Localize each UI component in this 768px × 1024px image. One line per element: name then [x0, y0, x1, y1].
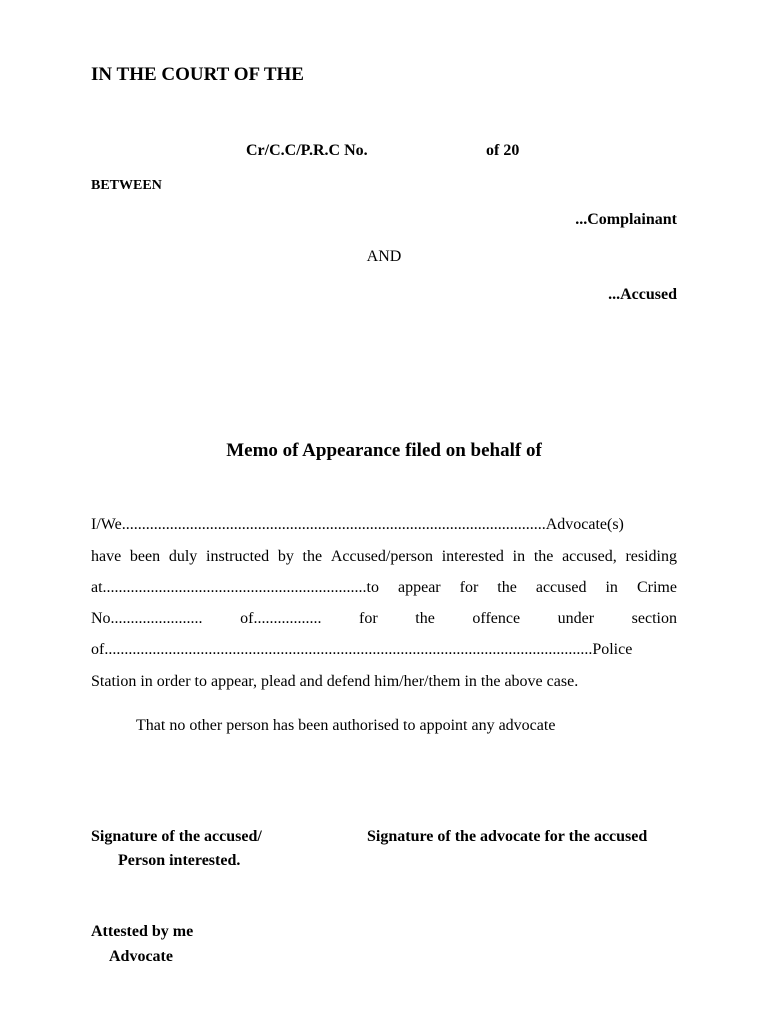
body-word: the [533, 548, 554, 565]
body-word: instructed [206, 548, 270, 565]
authorisation-statement: That no other person has been authorised to appoint any advocate [136, 717, 556, 734]
body-word: for [359, 610, 378, 627]
attested-by-label: Attested by me [91, 923, 194, 940]
body-line-2 [91, 548, 677, 566]
body-word: at..................................................................to [91, 579, 379, 596]
body-word: offence [472, 610, 521, 627]
body-word: in [512, 548, 526, 565]
body-word: of................. [240, 610, 322, 627]
court-title: IN THE COURT OF THE [91, 64, 304, 85]
body-word: by [277, 548, 294, 565]
body-word: I/We..........................................................................................................Advocate(s) [91, 516, 624, 533]
body-word: residing [625, 548, 677, 565]
body-word: the [415, 610, 435, 627]
body-word: section [631, 610, 677, 627]
case-year-label: of 20 [486, 142, 520, 159]
body-line-3 [91, 579, 677, 597]
body-word: Accused/person [330, 548, 433, 565]
and-label: AND [366, 248, 402, 265]
body-word: the [497, 579, 517, 596]
accused-label: ...Accused [608, 286, 677, 303]
accused-signature-label: Signature of the accused/ [91, 828, 262, 845]
body-word: duly [168, 548, 198, 565]
body-line-1 [91, 516, 677, 534]
advocate-signature-label: Signature of the advocate for the accused [367, 828, 648, 845]
person-interested-label: Person interested. [118, 852, 241, 869]
memo-title: Memo of Appearance filed on behalf of [226, 440, 542, 461]
body-word: appear [398, 579, 441, 596]
body-word: have [91, 548, 122, 565]
body-line-5 [91, 641, 677, 659]
body-line-6 [91, 673, 677, 691]
complainant-label: ...Complainant [575, 211, 677, 228]
body-word: interested [441, 548, 504, 565]
body-word: under [557, 610, 595, 627]
body-word: the [302, 548, 323, 565]
body-word: No....................... [91, 610, 203, 627]
body-word: been [129, 548, 161, 565]
body-word: in [605, 579, 618, 596]
body-word: of..........................................................................................................................Police [91, 641, 633, 658]
body-word: accused, [562, 548, 617, 565]
case-number-label: Cr/C.C/P.R.C No. [246, 142, 368, 159]
body-word: accused [535, 579, 587, 596]
body-word: Station in order to appear, plead and defend him/her/them in the above case. [91, 673, 579, 690]
body-word: Crime [636, 579, 677, 596]
between-label: BETWEEN [91, 178, 162, 193]
body-word: for [459, 579, 479, 596]
attesting-advocate-label: Advocate [109, 948, 173, 965]
body-line-4 [91, 610, 677, 628]
